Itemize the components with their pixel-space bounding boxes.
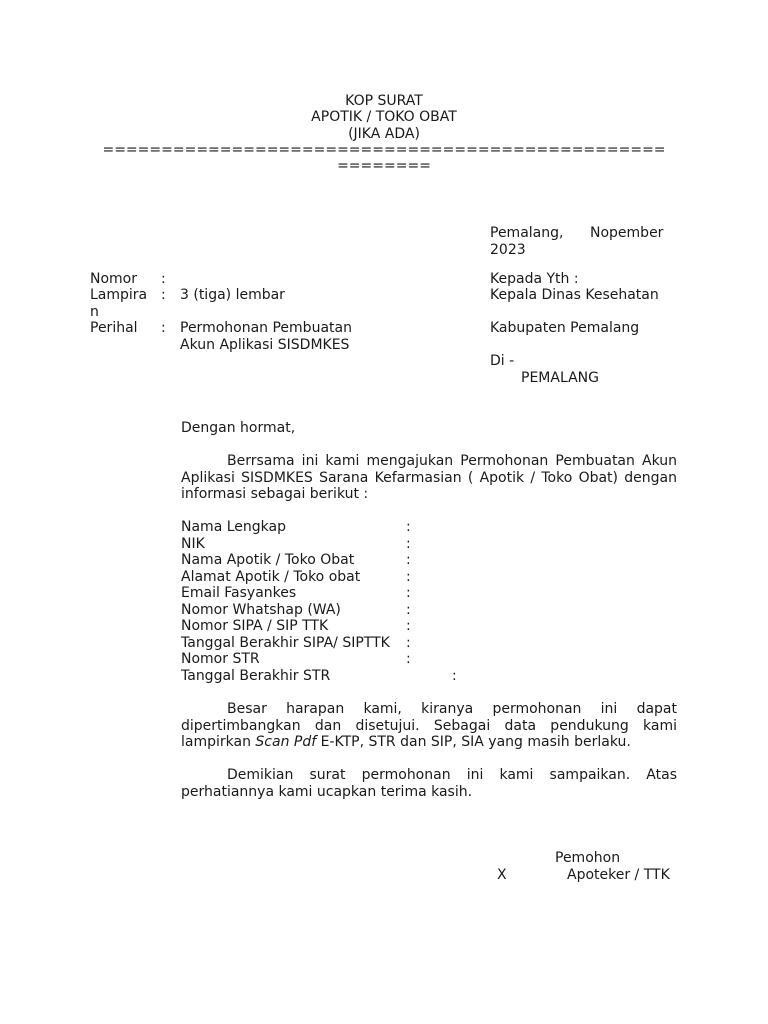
letterhead-divider-1: ================================================ <box>102 142 666 158</box>
letterhead-divider-2: ======== <box>337 158 431 174</box>
closing-paragraph-2: Demikian surat permohonan ini kami sampaikan. Atas perhatiannya kami ucapkan terima kasih. <box>181 767 677 800</box>
perihal-value-2: Akun Aplikasi SISDMKES <box>180 337 350 353</box>
date-place: Pemalang, <box>490 225 564 241</box>
closing-1-italic: Scan Pdf <box>255 734 317 750</box>
field-label: Nomor Whatshap (WA) <box>181 602 341 618</box>
field-colon: : <box>406 585 411 601</box>
salutation: Dengan hormat, <box>181 420 296 436</box>
field-label: Alamat Apotik / Toko obat <box>181 569 361 585</box>
field-label: Nama Lengkap <box>181 519 286 535</box>
letterhead-line-3: (JIKA ADA) <box>348 126 420 142</box>
field-label: Nomor STR <box>181 651 260 667</box>
field-colon: : <box>406 536 411 552</box>
closing-1-text-a: Besar harapan kami, kiranya permohonan ini dapat dipertimbangkan dan disetujui. Sebagai data pendukung kami lampirkan <box>181 701 677 750</box>
nomor-colon: : <box>161 271 166 287</box>
intro-paragraph: Berrsama ini kami mengajukan Permohonan Pembuatan Akun Aplikasi SISDMKES Sarana Kefarmasian ( Apotik / Toko Obat) dengan informasi sebagai berikut : <box>181 453 677 502</box>
field-colon: : <box>406 519 411 535</box>
field-colon: : <box>406 602 411 618</box>
lampiran-label: Lampira <box>90 287 148 303</box>
lampiran-colon: : <box>161 287 166 303</box>
signature-role: Apoteker / TTK <box>567 867 670 883</box>
field-colon: : <box>406 552 411 568</box>
field-colon: : <box>406 635 411 651</box>
field-colon: : <box>406 569 411 585</box>
recipient-line-2: Kepala Dinas Kesehatan <box>490 287 659 303</box>
closing-1-text-b: E-KTP, STR dan SIP, SIA yang masih berlaku. <box>316 734 631 750</box>
recipient-line-4: Di - <box>490 353 515 369</box>
nomor-label: Nomor <box>90 271 137 287</box>
letterhead-line-1: KOP SURAT <box>345 93 423 109</box>
perihal-label: Perihal <box>90 320 138 336</box>
recipient-line-1: Kepada Yth : <box>490 271 579 287</box>
field-label: Nomor SIPA / SIP TTK <box>181 618 329 634</box>
lampiran-label-wrap: n <box>90 304 99 320</box>
recipient-line-3: Kabupaten Pemalang <box>490 320 640 336</box>
field-label: NIK <box>181 536 205 552</box>
field-colon: : <box>406 651 411 667</box>
signature-mark: X <box>497 867 507 883</box>
field-label: Email Fasyankes <box>181 585 297 601</box>
recipient-line-5: PEMALANG <box>521 370 599 386</box>
perihal-value-1: Permohonan Pembuatan <box>180 320 352 336</box>
signature-title: Pemohon <box>555 850 621 866</box>
field-label: Tanggal Berakhir SIPA/ SIPTTK <box>181 635 390 651</box>
field-colon: : <box>452 668 457 684</box>
field-label: Nama Apotik / Toko Obat <box>181 552 355 568</box>
field-colon: : <box>406 618 411 634</box>
letterhead-line-2: APOTIK / TOKO OBAT <box>311 109 457 125</box>
date-year: 2023 <box>490 242 526 258</box>
perihal-colon: : <box>161 320 166 336</box>
date-month: Nopember <box>590 225 664 241</box>
closing-paragraph-1 <box>181 701 677 751</box>
lampiran-value: 3 (tiga) lembar <box>180 287 285 303</box>
field-label: Tanggal Berakhir STR <box>181 668 331 684</box>
